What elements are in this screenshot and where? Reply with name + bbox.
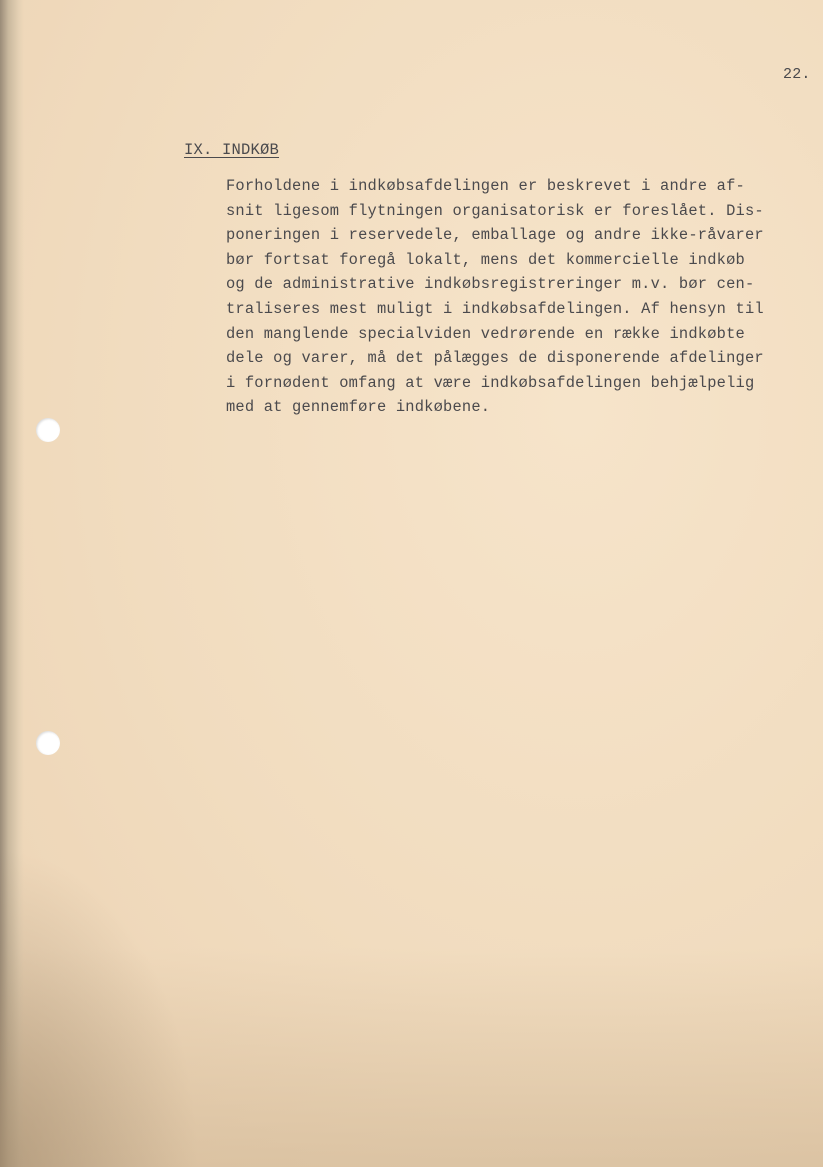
body-line: med at gennemføre indkøbene. xyxy=(226,398,491,417)
punch-hole-top xyxy=(36,418,60,442)
body-line: den manglende specialviden vedrørende en række indkøbte xyxy=(226,324,745,343)
body-line: poneringen i reservedele, emballage og andre ikke-råvarer xyxy=(226,226,764,245)
punch-hole-bottom xyxy=(36,731,60,755)
page-number: 22. xyxy=(783,66,811,83)
body-line: dele og varer, må det pålægges de disponerende afdelinger xyxy=(226,349,764,368)
body-line: i fornødent omfang at være indkøbsafdelingen behjælpelig xyxy=(226,373,755,392)
body-line: bør fortsat foregå lokalt, mens det kommercielle indkøb xyxy=(226,250,745,269)
section-heading: IX. INDKØB xyxy=(184,141,280,159)
body-line: Forholdene i indkøbsafdelingen er beskrevet i andre af- xyxy=(226,177,745,195)
page-corner-shadow xyxy=(0,847,200,1167)
body-line: traliseres mest muligt i indkøbsafdelingen. Af hensyn til xyxy=(226,299,764,318)
body-paragraph xyxy=(226,174,806,420)
body-line: snit ligesom flytningen organisatorisk er foreslået. Dis- xyxy=(226,201,764,220)
body-line: og de administrative indkøbsregistreringer m.v. bør cen- xyxy=(226,275,755,294)
